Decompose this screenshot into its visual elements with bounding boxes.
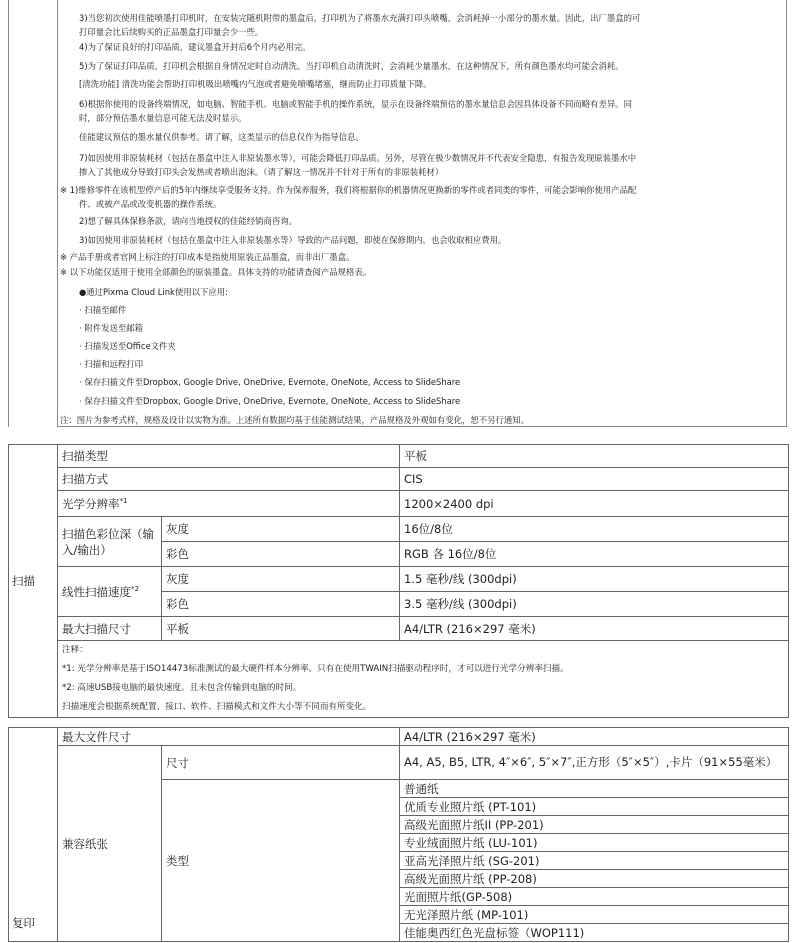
notes-line: 4)为了保证良好的打印品质，建议墨盒开封后6个月内必用完。 [79, 42, 311, 52]
max-scan-size-value: A4/LTR (216×297 毫米) [400, 617, 789, 641]
notes-line: ※ 产品手册或者官网上标注的打印成本是指使用原装正品墨盒，而非出厂墨盒。 [60, 252, 355, 262]
copy-spec-table [8, 727, 789, 942]
notes-line: · 扫描发送至Office文件夹 [79, 341, 176, 351]
notes-line: · 保存扫描文件至Dropbox, Google Drive, OneDrive, Evernote, OneNote, Access to SlideShare [79, 396, 461, 406]
max-doc-size-label: 最大文件尺寸 [58, 728, 400, 746]
scan-section-label: 扫描 [9, 445, 58, 718]
max-scan-size-sub: 平板 [162, 617, 400, 641]
scan-spec-table [8, 444, 789, 718]
paper-type-item: 普通纸 [400, 780, 789, 798]
color-depth-label: 扫描色彩位深（输入/输出） [58, 517, 162, 567]
notes-line: 打印量会比后续购买的正品墨盒打印量会少一些。 [79, 27, 264, 37]
paper-type-item: 专业绒面照片纸 (LU-101) [400, 834, 789, 852]
notes-line: · 扫描至邮件 [79, 305, 127, 315]
paper-type-label: 类型 [162, 780, 400, 942]
notes-line: ●通过Pixma Cloud Link使用以下应用: [79, 287, 228, 297]
scan-note-line: 注释： [62, 645, 88, 655]
notes-line: · 扫描和远程打印 [79, 359, 143, 369]
notes-line: 7)如因使用非原装耗材（包括在墨盒中注入非原装墨水等），可能会降低打印品质。另外，尽管在极少数情况并不代表安全隐患，有报告发现原装墨水中 [79, 153, 637, 163]
notes-line: 2)想了解具体保修条款，请向当地授权的佳能经销商咨询。 [79, 216, 297, 226]
notes-line: 6)根据你使用的设备终端情况，如电脑、智能手机、电脑或智能手机的操作系统，显示在设备终端预估的墨水量信息会因具体设备不同而略有差异。同 [79, 99, 632, 109]
scan-speed-gray-label: 灰度 [162, 567, 400, 592]
notes-line: · 保存扫描文件至Dropbox, Google Drive, OneDrive, Evernote, OneNote, Access to SlideShare [79, 377, 461, 387]
notes-line: [清洗功能] 清洗功能会帮助打印机吸出喷嘴内气泡或者避免喷嘴堵塞，继而防止打印质量下降。 [79, 79, 432, 89]
scan-type-label: 扫描类型 [58, 445, 400, 468]
notes-block [57, 0, 787, 427]
scan-speed-color-label: 彩色 [162, 592, 400, 617]
notes-line: 掺入了其他成分导致打印头会发热或者喷出泡沫。（请了解这一情况并不针对于所有的非原装耗材） [79, 167, 444, 177]
color-depth-color-value: RGB 各 16位/8位 [400, 542, 789, 567]
scan-method-label: 扫描方式 [58, 468, 400, 491]
notes-line: · 附件发送至邮箱 [79, 323, 143, 333]
compatible-paper-label: 兼容纸张 [58, 746, 162, 942]
max-scan-size-label: 最大扫描尺寸 [58, 617, 162, 641]
resolution-value: 1200×2400 dpi [400, 491, 789, 517]
notes-line: ※ 1)维修零件在该机型停产后的5年内继续享受服务支持。作为保养服务，我们将根据你的机器情况更换新的零件或者同类的零件，可能会影响你使用产品配 [60, 185, 637, 195]
scan-note-line: 扫描速度会根据系统配置、接口、软件、扫描模式和文件大小等不同而有所变化。 [62, 702, 372, 712]
paper-size-value: A4, A5, B5, LTR, 4″×6″, 5″×7″,正方形（5″×5″）,卡片（91×55毫米） [400, 746, 789, 780]
scan-notes [58, 641, 789, 718]
notes-line: 件、或被产品或改变机器的操作系统。 [79, 199, 222, 209]
scan-speed-color-value: 3.5 毫秒/线 (300dpi) [400, 592, 789, 617]
scan-note-line: *1: 光学分辨率是基于ISO14473标准测试的最大硬件样本分辨率。只有在使用TWAIN扫描驱动程序时，才可以进行光学分辨率扫描。 [62, 664, 569, 674]
copy-section-label: 复印 [9, 728, 58, 942]
notes-line: 3)如因使用非原装耗材（包括在墨盒中注入非原装墨水等）导致的产品问题，即使在保修期内，也会收取相应费用。 [79, 235, 507, 245]
notes-line: 3)当您初次使用佳能喷墨打印机时，在安装完随机附带的墨盒后，打印机为了将墨水充满打印头喷嘴，会消耗掉一小部分的墨水量。因此，出厂墨盒的可 [79, 13, 641, 23]
notes-line: 佳能建议预估的墨水量仅供参考。请了解，这类显示的信息仅作为指导信息。 [79, 132, 364, 142]
paper-type-item: 优质专业照片纸 (PT-101) [400, 798, 789, 816]
paper-size-label: 尺寸 [162, 746, 400, 780]
scan-speed-footnote-mark: *2 [131, 584, 139, 593]
color-depth-color-label: 彩色 [162, 542, 400, 567]
color-depth-gray-value: 16位/8位 [400, 517, 789, 542]
notes-left-border [8, 0, 9, 427]
resolution-footnote-mark: *1 [119, 496, 128, 505]
notes-line: 时，部分预估墨水量信息可能无法及时显示。 [79, 113, 247, 123]
scan-type-value: 平板 [400, 445, 789, 468]
paper-type-item: 无光泽照片纸 (MP-101) [400, 906, 789, 924]
scan-note-line: *2: 高速USB接电脑的最快速度。且未包含传输到电脑的时间。 [62, 683, 302, 693]
max-doc-size-value: A4/LTR (216×297 毫米) [400, 728, 789, 746]
notes-line: ※ 以下功能仅适用于使用全部颜色的原装墨盒。具体支持的功能请查阅产品规格表。 [60, 267, 372, 277]
notes-line: 注：图片为参考式样，规格及设计以实物为准。上述所有数据均基于佳能测试结果，产品规格及外观如有变化，恕不另行通知。 [60, 415, 529, 425]
scan-speed-gray-value: 1.5 毫秒/线 (300dpi) [400, 567, 789, 592]
paper-type-item: 亚高光泽照片纸 (SG-201) [400, 852, 789, 870]
resolution-label-text: 光学分辨率 [62, 496, 120, 511]
notes-mid-border [57, 0, 58, 427]
paper-type-item: 光面照片纸(GP-508) [400, 888, 789, 906]
paper-type-item: 高级光面照片纸II (PP-201) [400, 816, 789, 834]
notes-line: 5)为了保证打印品质，打印机会根据自身情况定时自动清洗。当打印机自动清洗时，会消耗少量墨水，在这种情况下，所有颜色墨水均可能会消耗。 [79, 61, 624, 71]
resolution-label [58, 491, 400, 517]
scan-method-value: CIS [400, 468, 789, 491]
paper-type-item: 高级光面照片纸 (PP-208) [400, 870, 789, 888]
paper-type-item: 佳能奥西红色光盘标签（WOP111) [400, 924, 789, 942]
scan-speed-label-text: 线性扫描速度 [62, 584, 131, 599]
scan-speed-label [58, 567, 162, 617]
color-depth-gray-label: 灰度 [162, 517, 400, 542]
